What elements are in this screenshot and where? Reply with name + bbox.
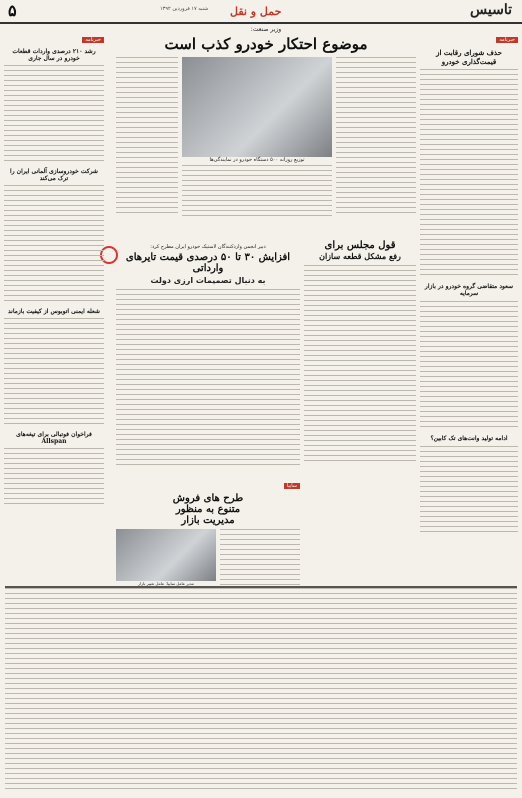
parliament-body	[304, 265, 416, 465]
tyre-sub: به دنبال تصمیمات ارزی دولت	[150, 276, 266, 285]
left-title: رشد ۲۱۰ درصدی واردات قطعات خودرو در سال جاری	[12, 48, 96, 62]
section-title: حمل و نقل	[230, 5, 282, 18]
classified-ads	[5, 586, 517, 793]
saipa-photo-caption: مدیر عامل سایپا: عامل تغییر بازار	[138, 581, 194, 586]
page-number: ۵	[8, 1, 17, 20]
right-label: خبرنامه	[496, 37, 518, 43]
saipa-body	[220, 529, 300, 589]
left-title4: فراخوان فوتبالی برای تیغه‌های Allspan	[16, 431, 92, 445]
left-body4	[4, 448, 104, 508]
left-title2: شرکت خودروسازی آلمانی ایران را ترک می‌کند	[10, 168, 98, 182]
saipa-photo	[116, 529, 216, 581]
right-title3: ادامه تولید وانت‌های تک کابین؟	[430, 435, 508, 442]
tyre-kicker: دبیر انجمن واردکنندگان لاستیک خودرو ایران مطرح کرد:	[150, 244, 266, 250]
left-body	[4, 65, 104, 165]
left-label: خبرنامه	[82, 37, 104, 43]
article-tyre	[116, 244, 300, 469]
tyre-body	[116, 289, 300, 469]
left-body2	[4, 185, 104, 305]
lead-body-right	[336, 57, 416, 217]
parliament-headline2: رفع مشکل قطعه سازان	[319, 251, 401, 261]
article-saipa	[116, 472, 300, 589]
left-title3: شعله ایمنی اتوبوس از کیفیت بازماند	[8, 308, 100, 315]
right-body2	[420, 301, 518, 431]
right-body	[420, 69, 518, 279]
right-column	[420, 26, 518, 578]
issue-date: شنبه ۱۷ فروردین ۱۳۹۲	[160, 6, 209, 12]
lead-headline: موضوع احتکار خودرو کذب است	[164, 35, 368, 53]
lead-body-left	[116, 57, 178, 217]
lead-kicker: وزیر صنعت:	[250, 26, 282, 33]
logo: تاسیس	[470, 2, 512, 18]
article-parliament	[304, 240, 416, 465]
left-body3	[4, 318, 104, 428]
lead-photo	[182, 57, 332, 157]
left-column	[4, 26, 104, 578]
saipa-headline3: مدیریت بازار	[181, 515, 235, 526]
right-body3	[420, 446, 518, 536]
right-title: حذف شورای رقابت از قیمت‌گذاری خودرو	[436, 48, 502, 66]
masthead	[0, 0, 522, 24]
lead-body-mid	[182, 165, 332, 217]
lead-article	[116, 26, 416, 217]
right-title2: سعود متقاضی گروه خودرو در بازار سرمایه	[424, 283, 514, 297]
saipa-tag: سایپا	[284, 483, 300, 489]
tyre-headline: افزایش ۳۰ تا ۵۰ درصدی قیمت تایرهای وارداتی	[125, 252, 291, 274]
saipa-headline: طرح های فروش	[172, 493, 244, 504]
lead-photo-caption: توزیع روزانه ۵۰۰ دستگاه خودرو در نمایندگی‌ها	[209, 157, 305, 163]
parliament-headline: قول مجلس برای	[324, 240, 396, 251]
saipa-headline2: متنوع به منظور	[175, 504, 241, 515]
